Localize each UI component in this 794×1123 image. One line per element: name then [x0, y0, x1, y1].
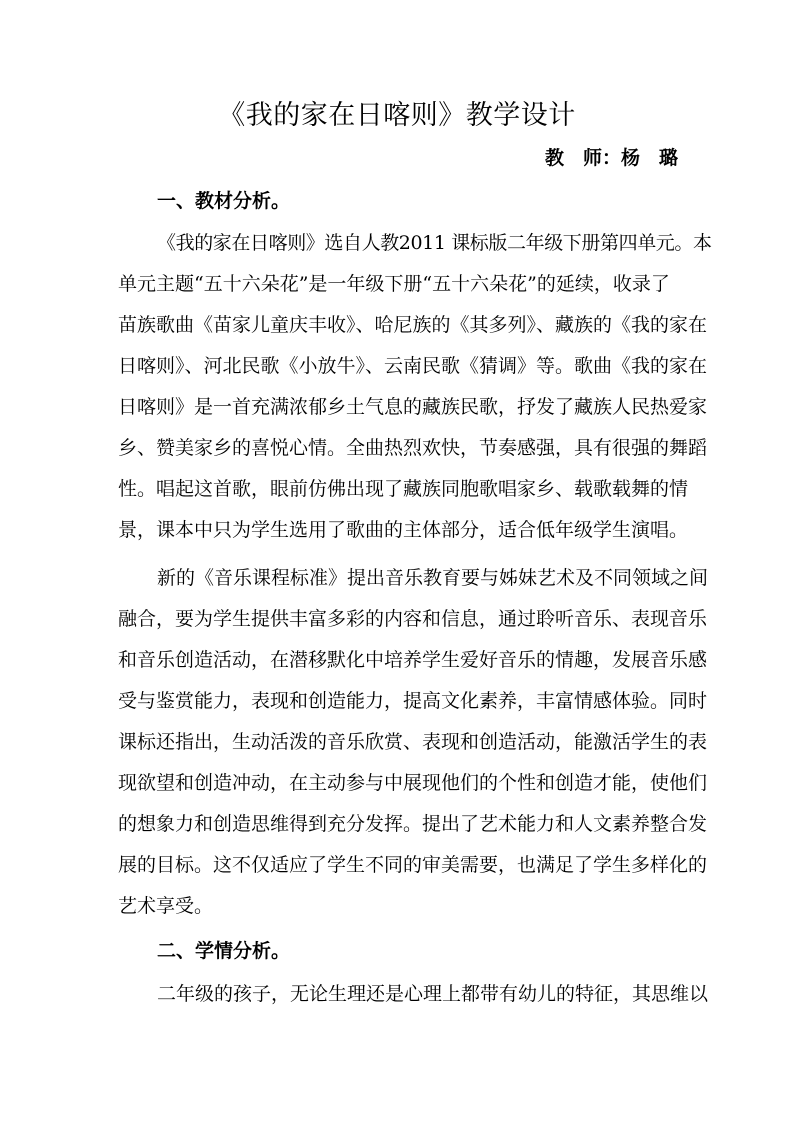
paragraph-line: 艺术享受。	[118, 895, 214, 917]
paragraph-line: 课标还指出，生动活泼的音乐欣赏、表现和创造活动，能激活学生的表	[118, 731, 708, 753]
paragraph-line: 日喀则》、河北民歌《小放牛》、云南民歌《猜调》等。歌曲《我的家在	[118, 355, 708, 377]
paragraph-line: 苗族歌曲《苗家儿童庆丰收》、哈尼族的《其多列》、藏族的《我的家在	[118, 314, 708, 336]
paragraph-line: 单元主题“五十六朵花”是一年级下册“五十六朵花”的延续，收录了	[118, 273, 670, 295]
paragraph-line: 二年级的孩子，无论生理还是心理上都带有幼儿的特征，其思维以	[157, 983, 709, 1005]
paragraph-line: 受与鉴赏能力，表现和创造能力，提高文化素养，丰富情感体验。同时	[118, 690, 708, 712]
paragraph-line: 日喀则》是一首充满浓郁乡土气息的藏族民歌，抒发了藏族人民热爱家	[118, 396, 708, 418]
paragraph-line: 性。唱起这首歌，眼前仿佛出现了藏族同胞歌唱家乡、载歌载舞的情	[118, 478, 689, 500]
section-heading-textbook-analysis: 一、教材分析。	[157, 190, 291, 212]
paragraph-line: 乡、赞美家乡的喜悦心情。全曲热烈欢快，节奏感强，具有很强的舞蹈	[118, 437, 708, 459]
paragraph-line: 《我的家在日喀则》选自人教2011 课标版二年级下册第四单元。本	[157, 232, 712, 254]
teacher-name: 教 师：杨 璐	[545, 147, 679, 169]
paragraph-line: 和音乐创造活动，在潜移默化中培养学生爱好音乐的情趣，发展音乐感	[118, 649, 708, 671]
paragraph-line: 展的目标。这不仅适应了学生不同的审美需要，也满足了学生多样化的	[118, 854, 708, 876]
paragraph-line: 现欲望和创造冲动，在主动参与中展现他们的个性和创造才能，使他们	[118, 772, 708, 794]
paragraph-line: 景，课本中只为学生选用了歌曲的主体部分，适合低年级学生演唱。	[118, 519, 689, 541]
document-title: 《我的家在日喀则》教学设计	[218, 100, 576, 131]
section-heading-learner-analysis: 二、学情分析。	[157, 940, 291, 962]
paragraph-line: 融合，要为学生提供丰富多彩的内容和信息，通过聆听音乐、表现音乐	[118, 608, 708, 630]
paragraph-line: 新的《音乐课程标准》提出音乐教育要与姊妹艺术及不同领域之间	[157, 567, 709, 589]
paragraph-line: 的想象力和创造思维得到充分发挥。提出了艺术能力和人文素养整合发	[118, 813, 708, 835]
